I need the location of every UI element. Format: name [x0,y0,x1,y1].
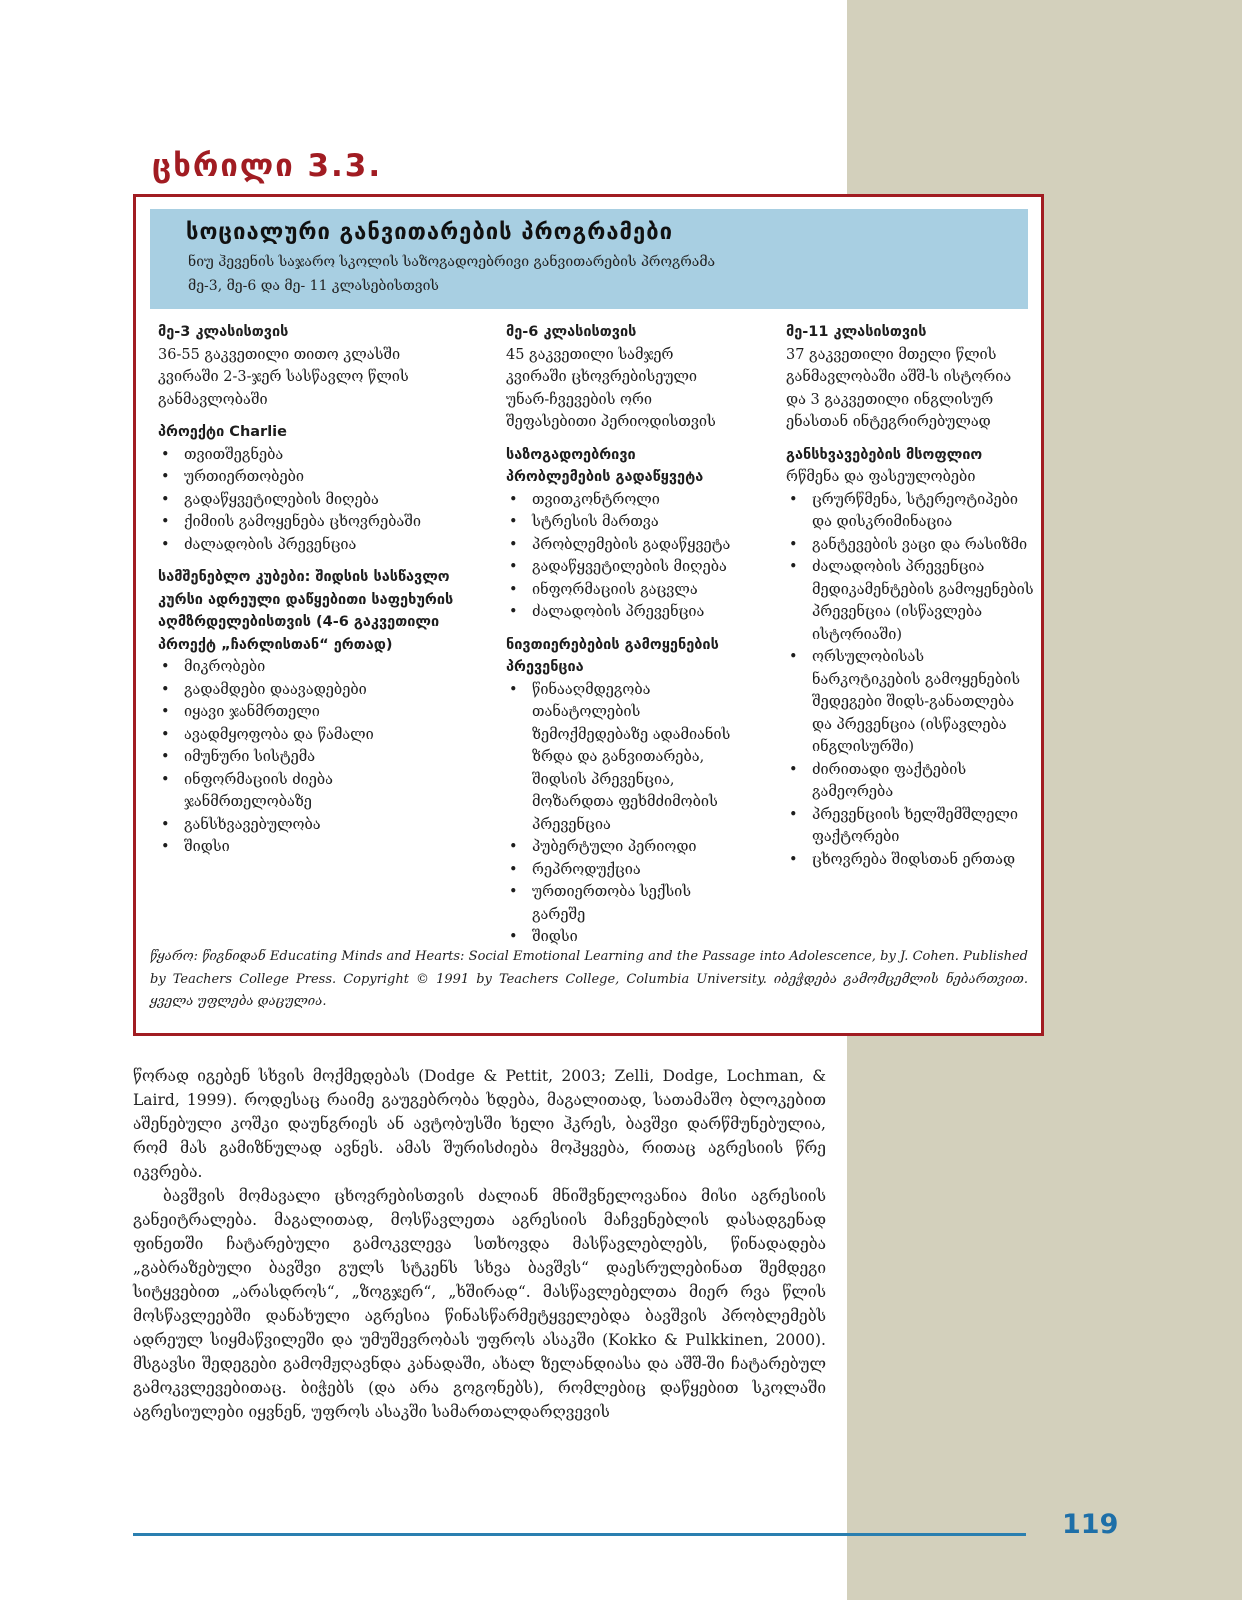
table-subtitle-1: ნიუ ჰევენის საჯარო სკოლის საზოგადოებრივი განვითარების პროგრამა [188,254,716,270]
section-heading: სამშენებლო კუბები: შიდსის სასწავლო კურსი ადრეული დაწყებითი საფეხურის აღმზრდელებისთვის (4-6 გაკვეთილი პროექტ „ჩარლისთან“ ერთად) [158,569,454,653]
section-heading: საზოგადოებრივი პრობლემების გადაწყვეტა [506,446,704,485]
list-item: • ქიმიის გამოყენება ცხოვრებაში [158,511,458,534]
list-item: • წინააღმდეგობა თანატოლების ზემოქმედებაზე ადამიანის ზრდა და განვითარება, შიდსის პრევენცია, მოზარდთა ფეხმძიმობის პრევენცია [506,679,738,837]
list-item: • განტევების ვაცი და რასიზმი [786,534,1036,557]
list-item: • ძირითადი ფაქტების გამეორება [786,759,1036,804]
bullet-list [506,489,756,624]
page-number: 119 [1062,1509,1119,1540]
list-item: • განსხვავებულობა [158,814,388,837]
table-label: ცხრილი 3.3. [152,148,383,184]
paragraph: წორად იგებენ სხვის მოქმედებას (Dodge & Pettit, 2003; Zelli, Dodge, Lochman, & Laird, 1999). როდესაც რაიმე გაუგებრობა ხდება, მაგალითად, სათამაშო ბლოკებით აშენებული კოშკი დაუნგრიეს ან ავტობუსში ხელი ჰკრეს, ბავშვი დარწმუნებულია, რომ მას გამიზნულად ავნეს. ამას შურისძიება მოჰყვება, რითაც აგრესიის წრე იკვრება. [133,1067,826,1181]
table-header-band [150,209,1028,309]
list-item: • ინფორმაციის გაცვლა [506,579,756,602]
source-note: წყარო: წიგნიდან Educating Minds and Hearts: Social Emotional Learning and the Passage into Adolescence, by J. Cohen. Published by Teachers College Press. Copyright © 1991 by Teachers College, Columbia University. იბეჭდება გამომცემლის ნებართვით. ყველა უფლება დაცულია. [150,949,1028,1009]
paragraph: ბავშვის მომავალი ცხოვრებისთვის ძალიან მნიშვნელოვანია მისი აგრესიის განეიტრალება. მაგალითად, მოსწავლეთა აგრესიის მაჩვენებლის დასადგენად ფინეთში ჩატარებული გამოკვლევა სთხოვდა მასწავლებლებს, წინადადება „გაბრაზებული ბავშვი გულს სტკენს სხვა ბავშვს“ დაესრულებინათ შემდეგი სიტყვებით „არასდროს“, „ზოგჯერ“, „ხშირად“. მასწავლებელთა მიერ რვა წლის მოსწავლეებში დანახული აგრესია წინასწარმეტყველებდა ბავშვის პრობლემებს ადრეულ სიყმაწვილეში და უმუშევრობას უფროს ასაკში (Kokko & Pulkkinen, 2000). მსგავსი შედეგები გამომჟღავნდა კანადაში, ახალ ზელანდიასა და აშშ-ში ჩატარებულ გამოკვლევებითაც. ბიჭებს (და არა გოგონებს), რომლებიც დაწყებით სკოლაში აგრესიულები იყვნენ, უფროს ასაკში სამართალდარღვევის [133,1187,826,1421]
list-item: • ძალადობის პრევენცია [506,601,756,624]
list-item: • ორსულობისას ნარკოტიკების გამოყენების შედეგები შიდს-განათლება და პრევენცია (ისწავლება ინგლისურში) [786,646,1036,759]
section-subheading: რწმენა და ფასეულობები [786,469,976,485]
column-grade-3 [158,321,458,859]
list-item: • პრობლემების გადაწყვეტა [506,534,756,557]
list-item: • სტრესის მართვა [506,511,756,534]
bullet-list [158,444,458,557]
list-item: • პუბერტული პერიოდი [506,836,738,859]
bullet-list [506,679,738,949]
list-item: • გადამდები დაავადებები [158,679,388,702]
list-item: • ურთიერთობა სექსის გარეშე [506,881,738,926]
list-item: • ძალადობის პრევენცია მედიკამენტების გამოყენების პრევენცია (ისწავლება ისტორიაში) [786,556,1036,646]
column-heading: მე-11 კლასისთვის [786,324,927,340]
list-item: • შიდსი [506,926,738,949]
section-heading: ნივთიერებების გამოყენების პრევენცია [506,636,719,675]
footer-rule [133,1533,1026,1536]
bullet-list [158,656,388,859]
list-item: • თვითშეგნება [158,444,458,467]
programs-table-box [133,194,1044,1036]
list-item: • რეპროდუქცია [506,859,738,882]
column-intro: 37 გაკვეთილი მთელი წლის განმავლობაში აშშ-ს ისტორია და 3 გაკვეთილი ინგლისურ ენასთან ინტეგრირებულად [786,346,1012,430]
list-item: • ცრურწმენა, სტერეოტიპები და დისკრიმინაცია [786,489,1036,534]
list-item: • ინფორმაციის ძიება ჯანმრთელობაზე [158,769,388,814]
list-item: • მიკრობები [158,656,388,679]
list-item: • ცხოვრება შიდსთან ერთად [786,849,1036,872]
list-item: • შიდსი [158,836,388,859]
list-item: • გადაწყვეტილების მიღება [506,556,756,579]
section-heading: განსხვავებების მსოფლიო [786,446,983,463]
list-item: • ავადმყოფობა და წამალი [158,724,388,747]
list-item: • პრევენციის ხელშემშლელი ფაქტორები [786,804,1036,849]
body-text [133,1064,826,1424]
list-item: • გადაწყვეტილების მიღება [158,489,458,512]
table-title: სოციალური განვითარების პროგრამები [186,220,674,245]
bullet-list [786,489,1036,872]
column-intro: 45 გაკვეთილი სამჯერ კვირაში ცხოვრებისეული უნარ-ჩვევების ორი შეფასებითი პერიოდისთვის [506,346,716,430]
column-intro: 36-55 გაკვეთილი თითო კლასში კვირაში 2-3-ჯერ სასწავლო წლის განმავლობაში [158,346,409,408]
list-item: • ძალადობის პრევენცია [158,534,458,557]
list-item: • ურთიერთობები [158,466,458,489]
list-item: • თვითკონტროლი [506,489,756,512]
table-subtitle-2: მე-3, მე-6 და მე- 11 კლასებისთვის [188,278,439,294]
column-grade-6 [506,321,756,949]
column-grade-11 [786,321,1036,871]
section-heading: პროექტი Charlie [158,424,287,440]
column-heading: მე-6 კლასისთვის [506,324,637,340]
list-item: • იმუნური სისტემა [158,746,388,769]
list-item: • იყავი ჯანმრთელი [158,701,388,724]
column-heading: მე-3 კლასისთვის [158,324,289,340]
